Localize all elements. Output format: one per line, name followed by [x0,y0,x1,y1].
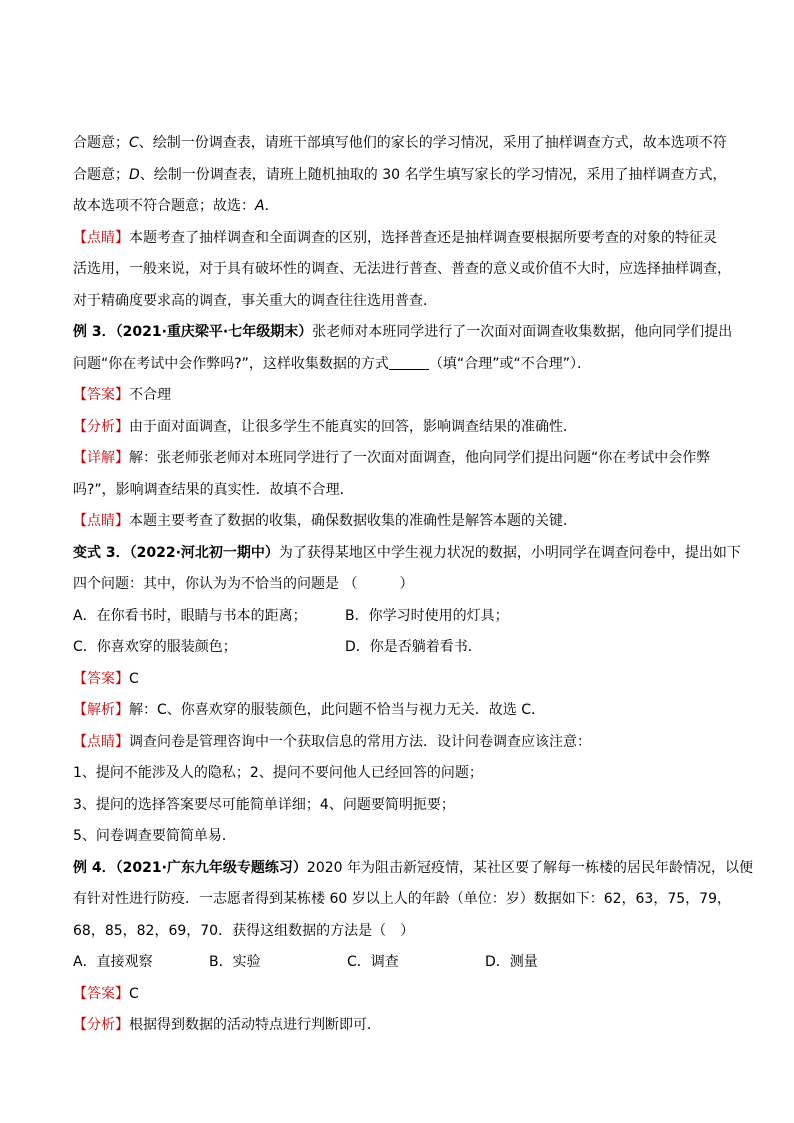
jiexi-line [73,695,733,727]
detail-tag: 【详解】 [73,450,129,466]
text: 张老师对本班同学进行了一次面对面调查收集数据，他向同学们提出 [312,324,733,340]
option-c: C．调查 [347,954,399,970]
text: 合题意； [73,166,129,183]
options-row [73,601,733,633]
answer-tag: 【答案】 [73,387,129,403]
option-letter: C [129,135,139,151]
point-tag: 【点睛】 [73,229,129,246]
detail-text: 解：张老师张老师对本班同学进行了一次面对面调查，他向同学们提出问题“你在考试中会作弊 [129,450,711,466]
point-line [73,506,733,538]
options-row [73,947,733,979]
text: ． [264,198,279,214]
answer-line [73,664,733,696]
text-line: 四个问题：其中，你认为为不恰当的问题是 （ ） [73,576,414,592]
point-text: 本题主要考查了数据的收集，确保数据收集的准确性是解答本题的关键． [129,513,577,529]
option-b: B．你学习时使用的灯具； [345,607,509,624]
option-letter: A [255,198,265,214]
option-d: D．测量 [485,954,538,970]
example-4-header [73,853,753,885]
option-b: B．实验 [209,954,261,970]
analysis-line [73,1010,733,1042]
text: 为了获得某地区中学生视力状况的数据，小明同学在调查问卷中，提出如下 [278,544,741,561]
point-text: 调查问卷是管理咨询中一个获取信息的常用方法．设计问卷调查应该注意： [129,733,591,750]
text-line [73,349,733,381]
text-line: 吗?”，影响调查结果的真实性．故填不合理． [73,481,354,498]
option-c: C．你喜欢穿的服装颜色； [73,639,237,655]
text: 、绘制一份调查表，请班上随机抽取的 30 名学生填写家长的学习情况，采用了抽样调查方式， [139,166,727,183]
text-line: 68，85，82，69，70．获得这组数据的方法是（ ） [73,922,415,939]
text: 本题考查了抽样调查和全面调查的区别，选择普查还是抽样调查要根据所要考查的对象的特征灵 [129,229,717,246]
answer-tag: 【答案】 [73,670,129,687]
document-page [73,128,753,1042]
text: 2020 年为阻击新冠疫情，某社区要了解每一栋楼的居民年龄情况，以便 [306,859,753,876]
point-tag: 【点睛】 [73,733,129,750]
answer-text: C [129,670,139,687]
text-line [73,160,733,192]
option-a: A．直接观察 [73,954,153,970]
example-3-header [73,317,733,349]
text-line: 对于精确度要求高的调查，事关重大的调查往往选用普查． [73,292,437,309]
text: 问题“你在考试中会作弊吗?”，这样收集数据的方式 [73,355,389,372]
variant-label: 变式 3．（2022·河北初一期中） [73,544,279,561]
note-line: 5、问卷调查要简简单易． [73,828,236,844]
text: 合题意； [73,135,129,151]
answer-tag: 【答案】 [73,985,129,1002]
answer-line [73,979,733,1011]
answer-blank [389,355,429,370]
text-line: 有针对性进行防疫．一志愿者得到某栋楼 60 岁以上人的年龄（单位：岁）数据如下：62，63，75，79， [73,891,731,907]
option-letter: D [129,166,140,183]
note-line: 3、提问的选择答案要尽可能简单详细；4、问题要简明扼要； [73,796,455,813]
text-line [73,191,733,223]
text-line: 活选用，一般来说，对于具有破坏性的调查、无法进行普查、普查的意义或价值不大时，应选择抽样调查， [73,261,731,277]
detail-line [73,443,733,475]
options-row [73,632,733,664]
jiexi-tag: 【解析】 [73,702,129,718]
analysis-tag: 【分析】 [73,418,129,435]
jiexi-text: 解：C、你喜欢穿的服装颜色，此问题不恰当与视力无关．故选 C． [129,702,545,718]
example-label: 例 4．（2021·广东九年级专题练习） [73,859,307,876]
answer-text: C [129,985,139,1002]
point-line [73,727,733,759]
answer-line [73,380,733,412]
analysis-tag: 【分析】 [73,1017,129,1033]
text: （填“合理”或“不合理”）． [428,355,591,372]
analysis-text: 由于面对面调查，让很多学生不能真实的回答，影响调查结果的准确性． [129,418,577,435]
text-line [73,128,733,160]
point-tag: 【点睛】 [73,513,129,529]
point-line [73,223,733,255]
analysis-text: 根据得到数据的活动特点进行判断即可． [129,1017,381,1033]
variant-3-header [73,538,741,570]
text: 、绘制一份调查表，请班干部填写他们的家长的学习情况，采用了抽样调查方式，故本选项不符 [138,135,727,151]
option-d: D．你是否躺着看书． [345,639,482,655]
analysis-line [73,412,733,444]
note-line: 1、提问不能涉及人的隐私；2、提问不要问他人已经回答的问题； [73,765,483,781]
text: 故本选项不符合题意；故选： [73,198,255,214]
answer-text: 不合理 [129,387,171,403]
option-a: A．在你看书时，眼睛与书本的距离； [73,607,307,624]
example-label: 例 3．（2021·重庆梁平·七年级期末） [73,324,313,340]
